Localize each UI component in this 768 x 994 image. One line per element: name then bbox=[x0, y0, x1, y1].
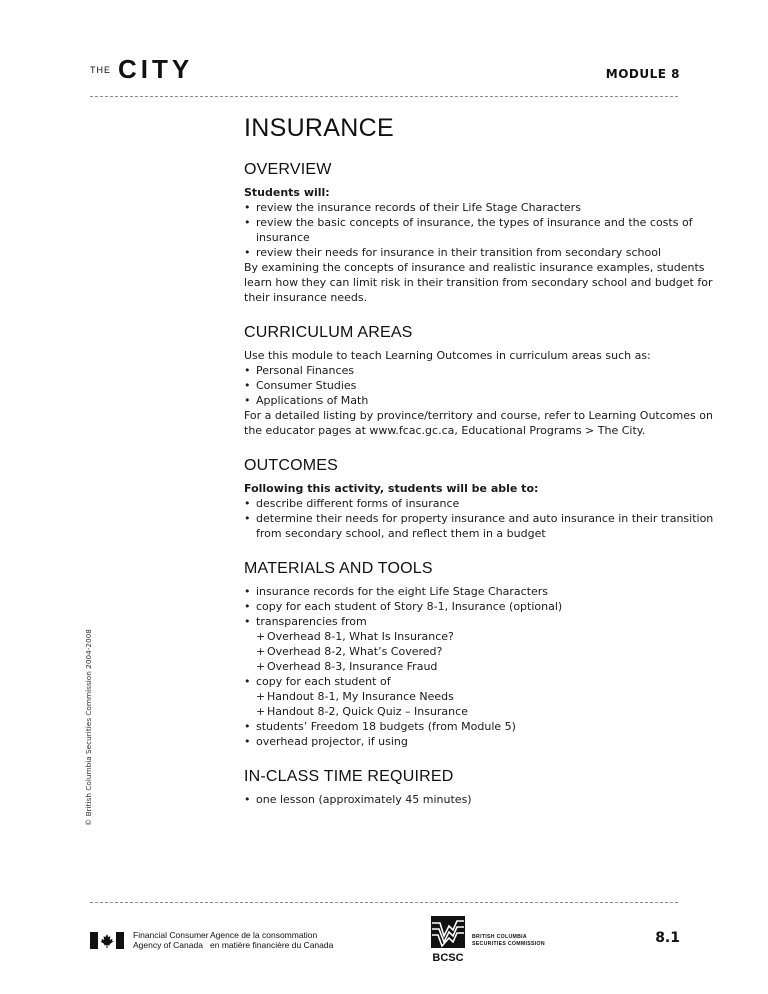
footer-divider bbox=[90, 902, 678, 903]
outcomes-section bbox=[244, 457, 714, 541]
list-item: • students’ Freedom 18 budgets (from Module 5) bbox=[244, 719, 714, 734]
list-item: • review their needs for insurance in their transition from secondary school bbox=[244, 245, 714, 260]
page-number: 8.1 bbox=[655, 930, 680, 946]
outcomes-heading: OUTCOMES bbox=[244, 457, 339, 474]
list-item bbox=[244, 614, 714, 674]
bcsc-full-name bbox=[472, 934, 545, 948]
copyright-notice: © British Columbia Securities Commission 2004-2008 bbox=[84, 629, 93, 826]
fcac-french-line: en matière financière du Canada bbox=[210, 940, 334, 950]
overhead-sublist bbox=[256, 629, 714, 674]
curriculum-heading: CURRICULUM AREAS bbox=[244, 324, 413, 341]
list-item: • one lesson (approximately 45 minutes) bbox=[244, 792, 714, 807]
curriculum-paragraph: For a detailed listing by province/territory and course, refer to Learning Outcomes on the educator pages at www.fcac.gc.ca, Educational Programs > The City. bbox=[244, 409, 713, 437]
list-item: • review the basic concepts of insurance, the types of insurance and the costs of insurance bbox=[244, 215, 714, 245]
materials-heading: MATERIALS AND TOOLS bbox=[244, 560, 433, 577]
canada-flag-icon bbox=[90, 932, 124, 949]
logo-city-text: CITY bbox=[118, 56, 194, 84]
fcac-english-line: Agency of Canada bbox=[133, 940, 203, 950]
overview-intro: Students will: bbox=[244, 186, 330, 199]
fcac-french-line: Agence de la consommation bbox=[210, 930, 318, 940]
sublist-item: + Handout 8-1, My Insurance Needs bbox=[256, 689, 714, 704]
overview-paragraph: By examining the concepts of insurance and realistic insurance examples, students learn how they can limit risk in their transition from secondary school and budget for their insurance needs. bbox=[244, 261, 713, 304]
materials-list bbox=[244, 584, 714, 749]
sublist-item: + Overhead 8-2, What’s Covered? bbox=[256, 644, 714, 659]
bcsc-abbreviation: BCSC bbox=[432, 952, 464, 964]
bcsc-name-line: SECURITIES COMMISSION bbox=[472, 941, 545, 947]
main-content bbox=[244, 113, 714, 826]
sublist-item: + Overhead 8-3, Insurance Fraud bbox=[256, 659, 714, 674]
curriculum-section bbox=[244, 324, 714, 438]
time-section bbox=[244, 768, 714, 807]
overview-section bbox=[244, 161, 714, 305]
page-title: INSURANCE bbox=[244, 114, 394, 142]
list-item: • describe different forms of insurance bbox=[244, 496, 714, 511]
fcac-english-name bbox=[133, 930, 209, 950]
time-heading: IN-CLASS TIME REQUIRED bbox=[244, 768, 454, 785]
list-item: • overhead projector, if using bbox=[244, 734, 714, 749]
list-item: • Personal Finances bbox=[244, 363, 714, 378]
list-item: • copy for each student of Story 8-1, Insurance (optional) bbox=[244, 599, 714, 614]
curriculum-list bbox=[244, 363, 714, 408]
logo-the-text: THE bbox=[90, 65, 111, 75]
list-item bbox=[244, 674, 714, 719]
sublist-item: + Overhead 8-1, What Is Insurance? bbox=[256, 629, 714, 644]
list-item: • determine their needs for property insurance and auto insurance in their transition from secondary school, and reflect them in a budget bbox=[244, 511, 714, 541]
bcsc-logo bbox=[428, 916, 468, 964]
list-item: • Applications of Math bbox=[244, 393, 714, 408]
handout-sublist bbox=[256, 689, 714, 719]
outcomes-list bbox=[244, 496, 714, 541]
overview-heading: OVERVIEW bbox=[244, 161, 332, 178]
outcomes-intro: Following this activity, students will be able to: bbox=[244, 482, 539, 495]
the-city-logo bbox=[90, 56, 250, 84]
list-item-text: copy for each student of bbox=[256, 675, 391, 688]
fcac-english-line: Financial Consumer bbox=[133, 930, 209, 940]
curriculum-intro: Use this module to teach Learning Outcomes in curriculum areas such as: bbox=[244, 349, 651, 362]
list-item: • review the insurance records of their Life Stage Characters bbox=[244, 200, 714, 215]
list-item-text: transparencies from bbox=[256, 615, 367, 628]
materials-section bbox=[244, 560, 714, 749]
header-divider bbox=[90, 96, 678, 97]
module-label: MODULE 8 bbox=[605, 67, 680, 81]
sublist-item: + Handout 8-2, Quick Quiz – Insurance bbox=[256, 704, 714, 719]
list-item: • Consumer Studies bbox=[244, 378, 714, 393]
bcsc-name-line: BRITISH COLUMBIA bbox=[472, 934, 527, 940]
time-list bbox=[244, 792, 714, 807]
list-item: • insurance records for the eight Life Stage Characters bbox=[244, 584, 714, 599]
fcac-french-name bbox=[210, 930, 333, 950]
overview-list bbox=[244, 200, 714, 260]
